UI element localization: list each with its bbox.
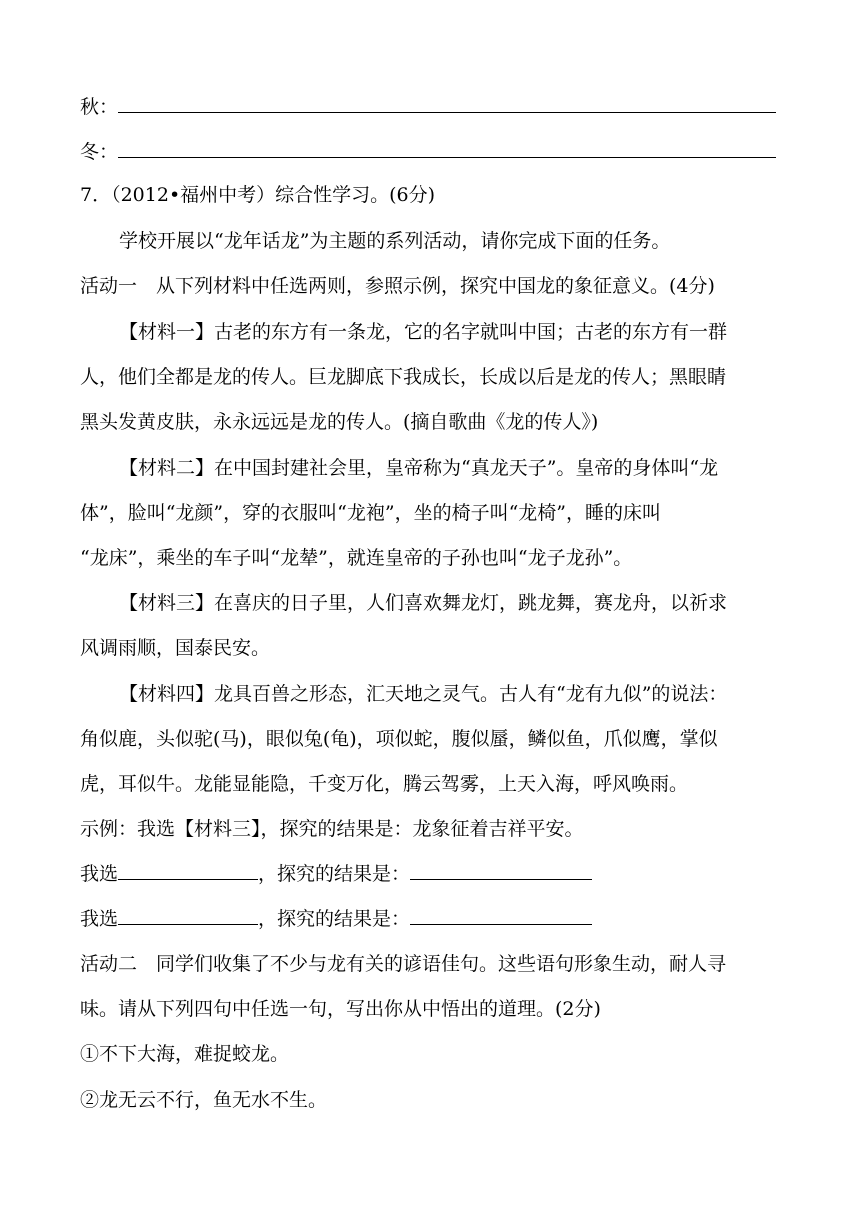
choice-row-1 xyxy=(80,862,780,886)
result-blank-1[interactable] xyxy=(410,863,592,880)
activity-2-line-2: 味。请从下列四句中任选一句，写出你从中悟出的道理。(2分) xyxy=(80,998,601,1020)
material-3-line-2: 风调雨顺，国泰民安。 xyxy=(80,637,271,659)
winter-answer-row xyxy=(80,140,780,164)
autumn-label: 秋： xyxy=(80,96,119,118)
question-7-heading: 7．（2012•福州中考）综合性学习。(6分) xyxy=(80,184,436,206)
winter-label: 冬： xyxy=(80,141,119,163)
activity-1-heading: 活动一 从下列材料中任选两则，参照示例，探究中国龙的象征意义。(4分) xyxy=(80,275,715,297)
material-1-line-3: 黑头发黄皮肤，永永远远是龙的传人。(摘自歌曲《龙的传人》) xyxy=(80,411,599,433)
choose-label: 我选 xyxy=(80,863,119,885)
material-choice-blank-1[interactable] xyxy=(118,863,258,880)
material-2-line-1: 【材料二】在中国封建社会里，皇帝称为“真龙天子”。皇帝的身体叫“龙 xyxy=(119,457,719,479)
result-label: ，探究的结果是： xyxy=(258,863,411,885)
autumn-answer-blank[interactable] xyxy=(118,96,776,113)
material-2-line-2: 体”，脸叫“龙颜”，穿的衣服叫“龙袍”，坐的椅子叫“龙椅”，睡的床叫 xyxy=(80,502,661,524)
choice-row-2 xyxy=(80,907,780,931)
activity-2-line-1: 活动二 同学们收集了不少与龙有关的谚语佳句。这些语句形象生动，耐人寻 xyxy=(80,953,727,975)
material-4-line-2: 角似鹿，头似驼(马)，眼似兔(龟)，项似蛇，腹似蜃，鳞似鱼，爪似鹰，掌似 xyxy=(80,728,718,750)
choose-label: 我选 xyxy=(80,908,119,930)
material-1-line-1: 【材料一】古老的东方有一条龙，它的名字就叫中国；古老的东方有一群 xyxy=(119,321,728,343)
material-choice-blank-2[interactable] xyxy=(118,908,258,925)
intro-paragraph: 学校开展以“龙年话龙”为主题的系列活动，请你完成下面的任务。 xyxy=(119,230,671,252)
winter-answer-blank[interactable] xyxy=(118,141,776,158)
autumn-answer-row xyxy=(80,95,780,119)
material-2-line-3: “龙床”，乘坐的车子叫“龙辇”，就连皇帝的子孙也叫“龙子龙孙”。 xyxy=(80,547,633,569)
proverb-2: ②龙无云不行，鱼无水不生。 xyxy=(80,1089,328,1111)
material-4-line-1: 【材料四】龙具百兽之形态，汇天地之灵气。古人有“龙有九似”的说法： xyxy=(119,683,728,705)
proverb-1: ①不下大海，难捉蛟龙。 xyxy=(80,1043,290,1065)
result-blank-2[interactable] xyxy=(410,908,592,925)
material-3-line-1: 【材料三】在喜庆的日子里，人们喜欢舞龙灯，跳龙舞，赛龙舟，以祈求 xyxy=(119,592,728,614)
material-1-line-2: 人，他们全都是龙的传人。巨龙脚底下我成长，长成以后是龙的传人；黑眼睛 xyxy=(80,366,727,388)
example-line: 示例：我选【材料三】，探究的结果是：龙象征着吉祥平安。 xyxy=(80,818,584,840)
material-4-line-3: 虎，耳似牛。龙能显能隐，千变万化，腾云驾雾，上天入海，呼风唤雨。 xyxy=(80,773,689,795)
result-label: ，探究的结果是： xyxy=(258,908,411,930)
